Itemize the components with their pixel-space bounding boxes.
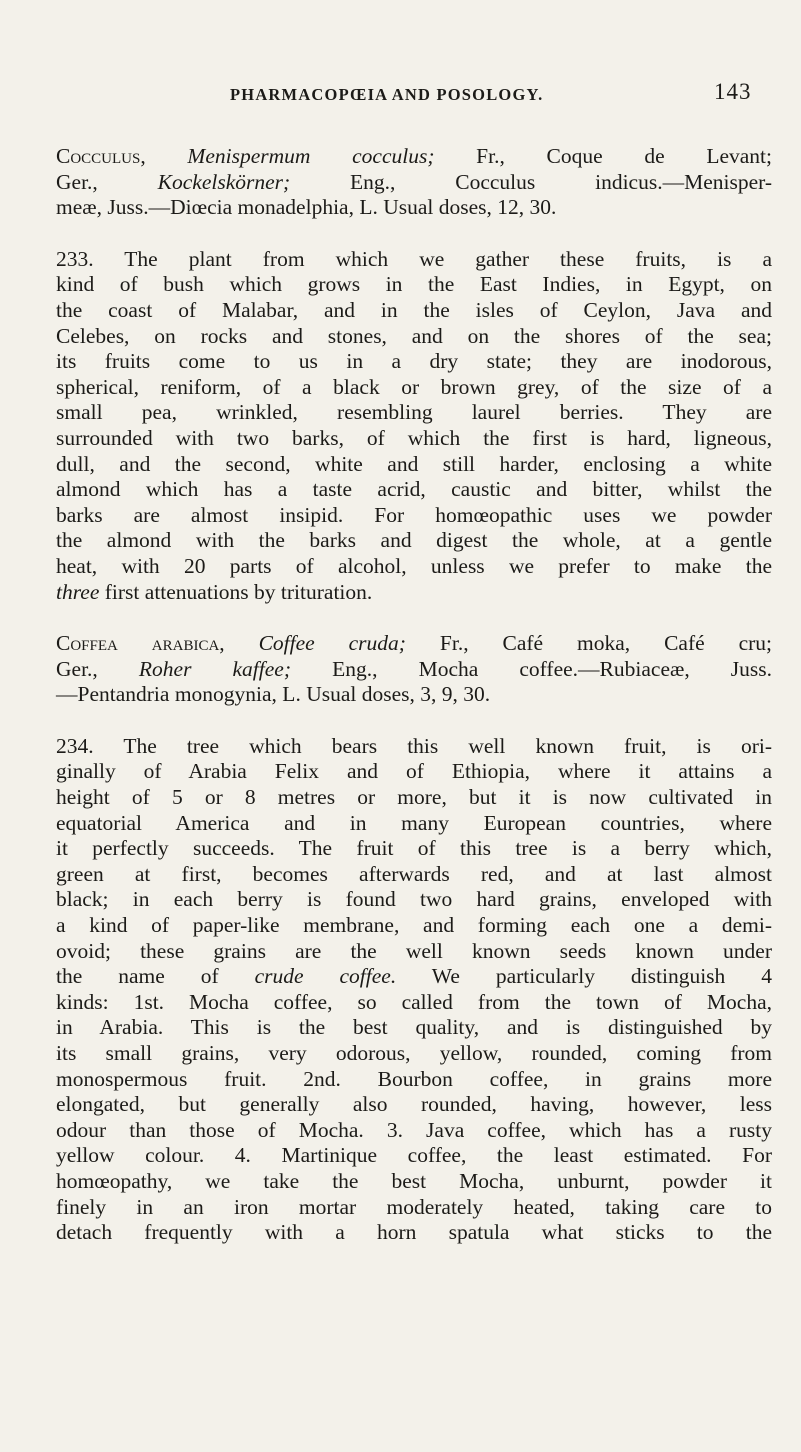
german-name: Roher kaffee; [138, 656, 292, 681]
body-text [56, 144, 772, 1246]
text-line: Coffea arabica, Coffee cruda; Fr., Café moka, Café cru; [56, 631, 772, 656]
text-line: Celebes, on rocks and stones, and on the shores of the sea; [56, 323, 772, 348]
text-line: surrounded with two barks, of which the first is hard, ligneous, [56, 425, 772, 450]
text-line: small pea, wrinkled, resembling laurel berries. They are [56, 400, 772, 425]
text-line: homœopathy, we take the best Mocha, unburnt, powder it [56, 1168, 772, 1193]
text-line: monospermous fruit. 2nd. Bourbon coffee, in grains more [56, 1066, 772, 1091]
text-line: a kind of paper-like membrane, and forming each one a demi- [56, 913, 772, 938]
text-line: 234. The tree which bears this well known fruit, is ori- [56, 733, 772, 758]
paragraph-233 [56, 247, 772, 605]
text-line: height of 5 or 8 metres or more, but it is now cultivated in [56, 785, 772, 810]
paragraph-234 [56, 734, 772, 1246]
text-line: finely in an iron mortar moderately heated, taking care to [56, 1194, 772, 1219]
text-line: black; in each berry is found two hard grains, enveloped with [56, 887, 772, 912]
text-line: meæ, Juss.—Diœcia monadelphia, L. Usual doses, 12, 30. [56, 195, 557, 220]
text-line: equatorial America and in many European countries, where [56, 810, 772, 835]
text-line: the almond with the barks and digest the whole, at a gentle [56, 528, 772, 553]
entry-heading: Coffea arabica, [56, 631, 225, 656]
text-line: the name of crude coffee. We particularly distinguish 4 [56, 964, 772, 989]
latin-name: Coffee cruda; [258, 631, 406, 656]
text-line: three first attenuations by trituration. [56, 579, 373, 604]
text-line: Ger., Kockelskörner; Eng., Cocculus indicus.—Menisper- [56, 169, 773, 194]
entry-cocculus [56, 144, 772, 221]
text-line: heat, with 20 parts of alcohol, unless we prefer to make the [56, 553, 772, 578]
text-line: kind of bush which grows in the East Indies, in Egypt, on [56, 272, 772, 297]
text-line: yellow colour. 4. Martinique coffee, the least estimated. For [56, 1143, 772, 1168]
running-head: PHARMACOPŒIA AND POSOLOGY. [230, 85, 544, 104]
text-line: spherical, reniform, of a black or brown grey, of the size of a [56, 374, 772, 399]
text-line: its small grains, very odorous, yellow, rounded, coming from [56, 1041, 772, 1065]
text-line: detach frequently with a horn spatula what sticks to the [56, 1220, 772, 1245]
text-line: the coast of Malabar, and in the isles of Ceylon, Java and [56, 297, 772, 322]
text-line: ovoid; these grains are the well known seeds known under [56, 938, 772, 963]
text-line: odour than those of Mocha. 3. Java coffee, which has a rusty [56, 1117, 772, 1142]
text-line: kinds: 1st. Mocha coffee, so called from the town of Mocha, [56, 989, 772, 1014]
text-line: ginally of Arabia Felix and of Ethiopia, where it attains a [56, 759, 772, 784]
text-line: Ger., Roher kaffee; Eng., Mocha coffee.—Rubiaceæ, Juss. [56, 656, 773, 681]
text-line: dull, and the second, white and still harder, enclosing a white [56, 451, 772, 476]
latin-name: Menispermum cocculus; [187, 144, 435, 168]
page-number: 143 [714, 79, 752, 104]
entry-heading: Cocculus, [56, 144, 146, 168]
german-name: Kockelskörner; [157, 169, 291, 194]
text-line: Cocculus, Menispermum cocculus; Fr., Coque de Levant; [56, 144, 773, 168]
text-line: 233. The plant from which we gather these fruits, is a [56, 246, 772, 271]
page-header [0, 79, 801, 115]
text-line: its fruits come to us in a dry state; they are inodorous, [56, 349, 772, 374]
text-line: —Pentandria monogynia, L. Usual doses, 3, 9, 30. [56, 682, 491, 707]
text-line: in Arabia. This is the best quality, and is distinguished by [56, 1015, 772, 1040]
text-line: elongated, but generally also rounded, having, however, less [56, 1092, 772, 1117]
entry-coffea [56, 631, 772, 708]
text-line: barks are almost insipid. For homœopathic uses we powder [56, 502, 772, 527]
text-line: almond which has a taste acrid, caustic and bitter, whilst the [56, 477, 772, 502]
text-line: green at first, becomes afterwards red, and at last almost [56, 861, 772, 886]
text-line: it perfectly succeeds. The fruit of this tree is a berry which, [56, 836, 772, 861]
